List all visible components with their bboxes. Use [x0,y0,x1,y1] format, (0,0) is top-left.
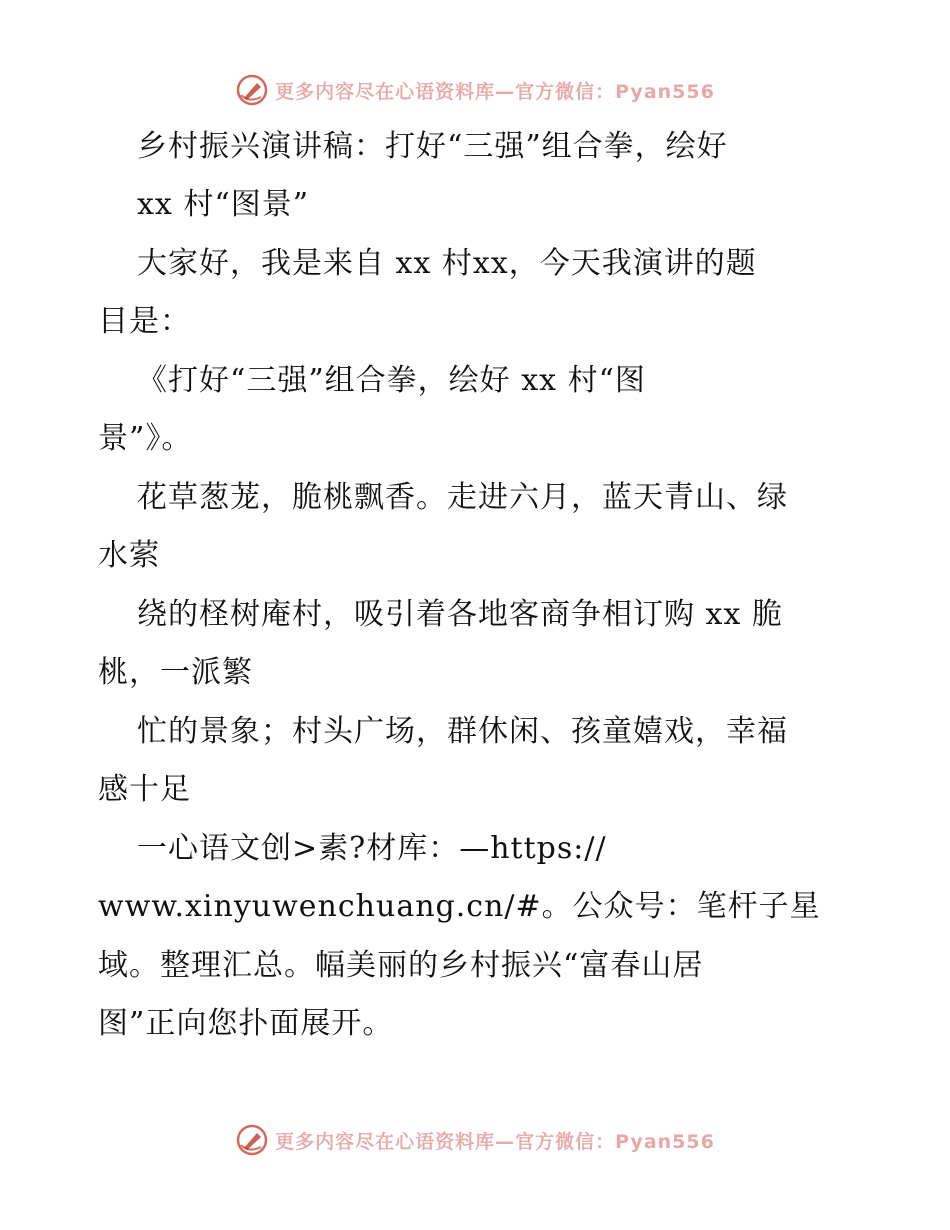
doc-line: 目是： [98,304,191,339]
doc-line: www.xinyuwenchuang.cn/#。公众号：笔杆子星 [98,889,821,924]
doc-line: 一心语文创>素?材库：—https:// [137,831,607,866]
doc-line: 忙的景象；村头广场，群休闲、孩童嬉戏，幸福 [137,714,788,749]
header-banner-text: 更多内容尽在心语资料库—官方微信：Pyan556 [275,80,715,103]
doc-line: 图”正向您扑面展开。 [98,1006,394,1041]
doc-line: 大家好，我是来自 xx 村xx，今天我演讲的题 [137,246,757,281]
doc-line: 域。整理汇总。幅美丽的乡村振兴“富春山居 [98,948,704,983]
doc-line: 花草葱茏，脆桃飘香。走进六月，蓝天青山、绿 [137,480,788,515]
pen-nib-logo-icon [235,1123,269,1157]
doc-line: 感十足 [98,772,191,807]
footer-banner-text: 更多内容尽在心语资料库—官方微信：Pyan556 [275,1130,715,1153]
footer-banner [0,1120,950,1160]
doc-line: 桃，一派繁 [98,655,253,690]
doc-line: 《打好“三强”组合拳，绘好 xx 村“图 [137,363,646,398]
doc-line: 绕的柽树庵村，吸引着各地客商争相订购 xx 脆 [137,597,783,632]
doc-line: 水萦 [98,538,160,573]
doc-line: xx 村“图景” [137,187,310,222]
doc-line: 乡村振兴演讲稿：打好“三强”组合拳，绘好 [137,129,728,164]
doc-line: 景”》。 [98,421,193,456]
